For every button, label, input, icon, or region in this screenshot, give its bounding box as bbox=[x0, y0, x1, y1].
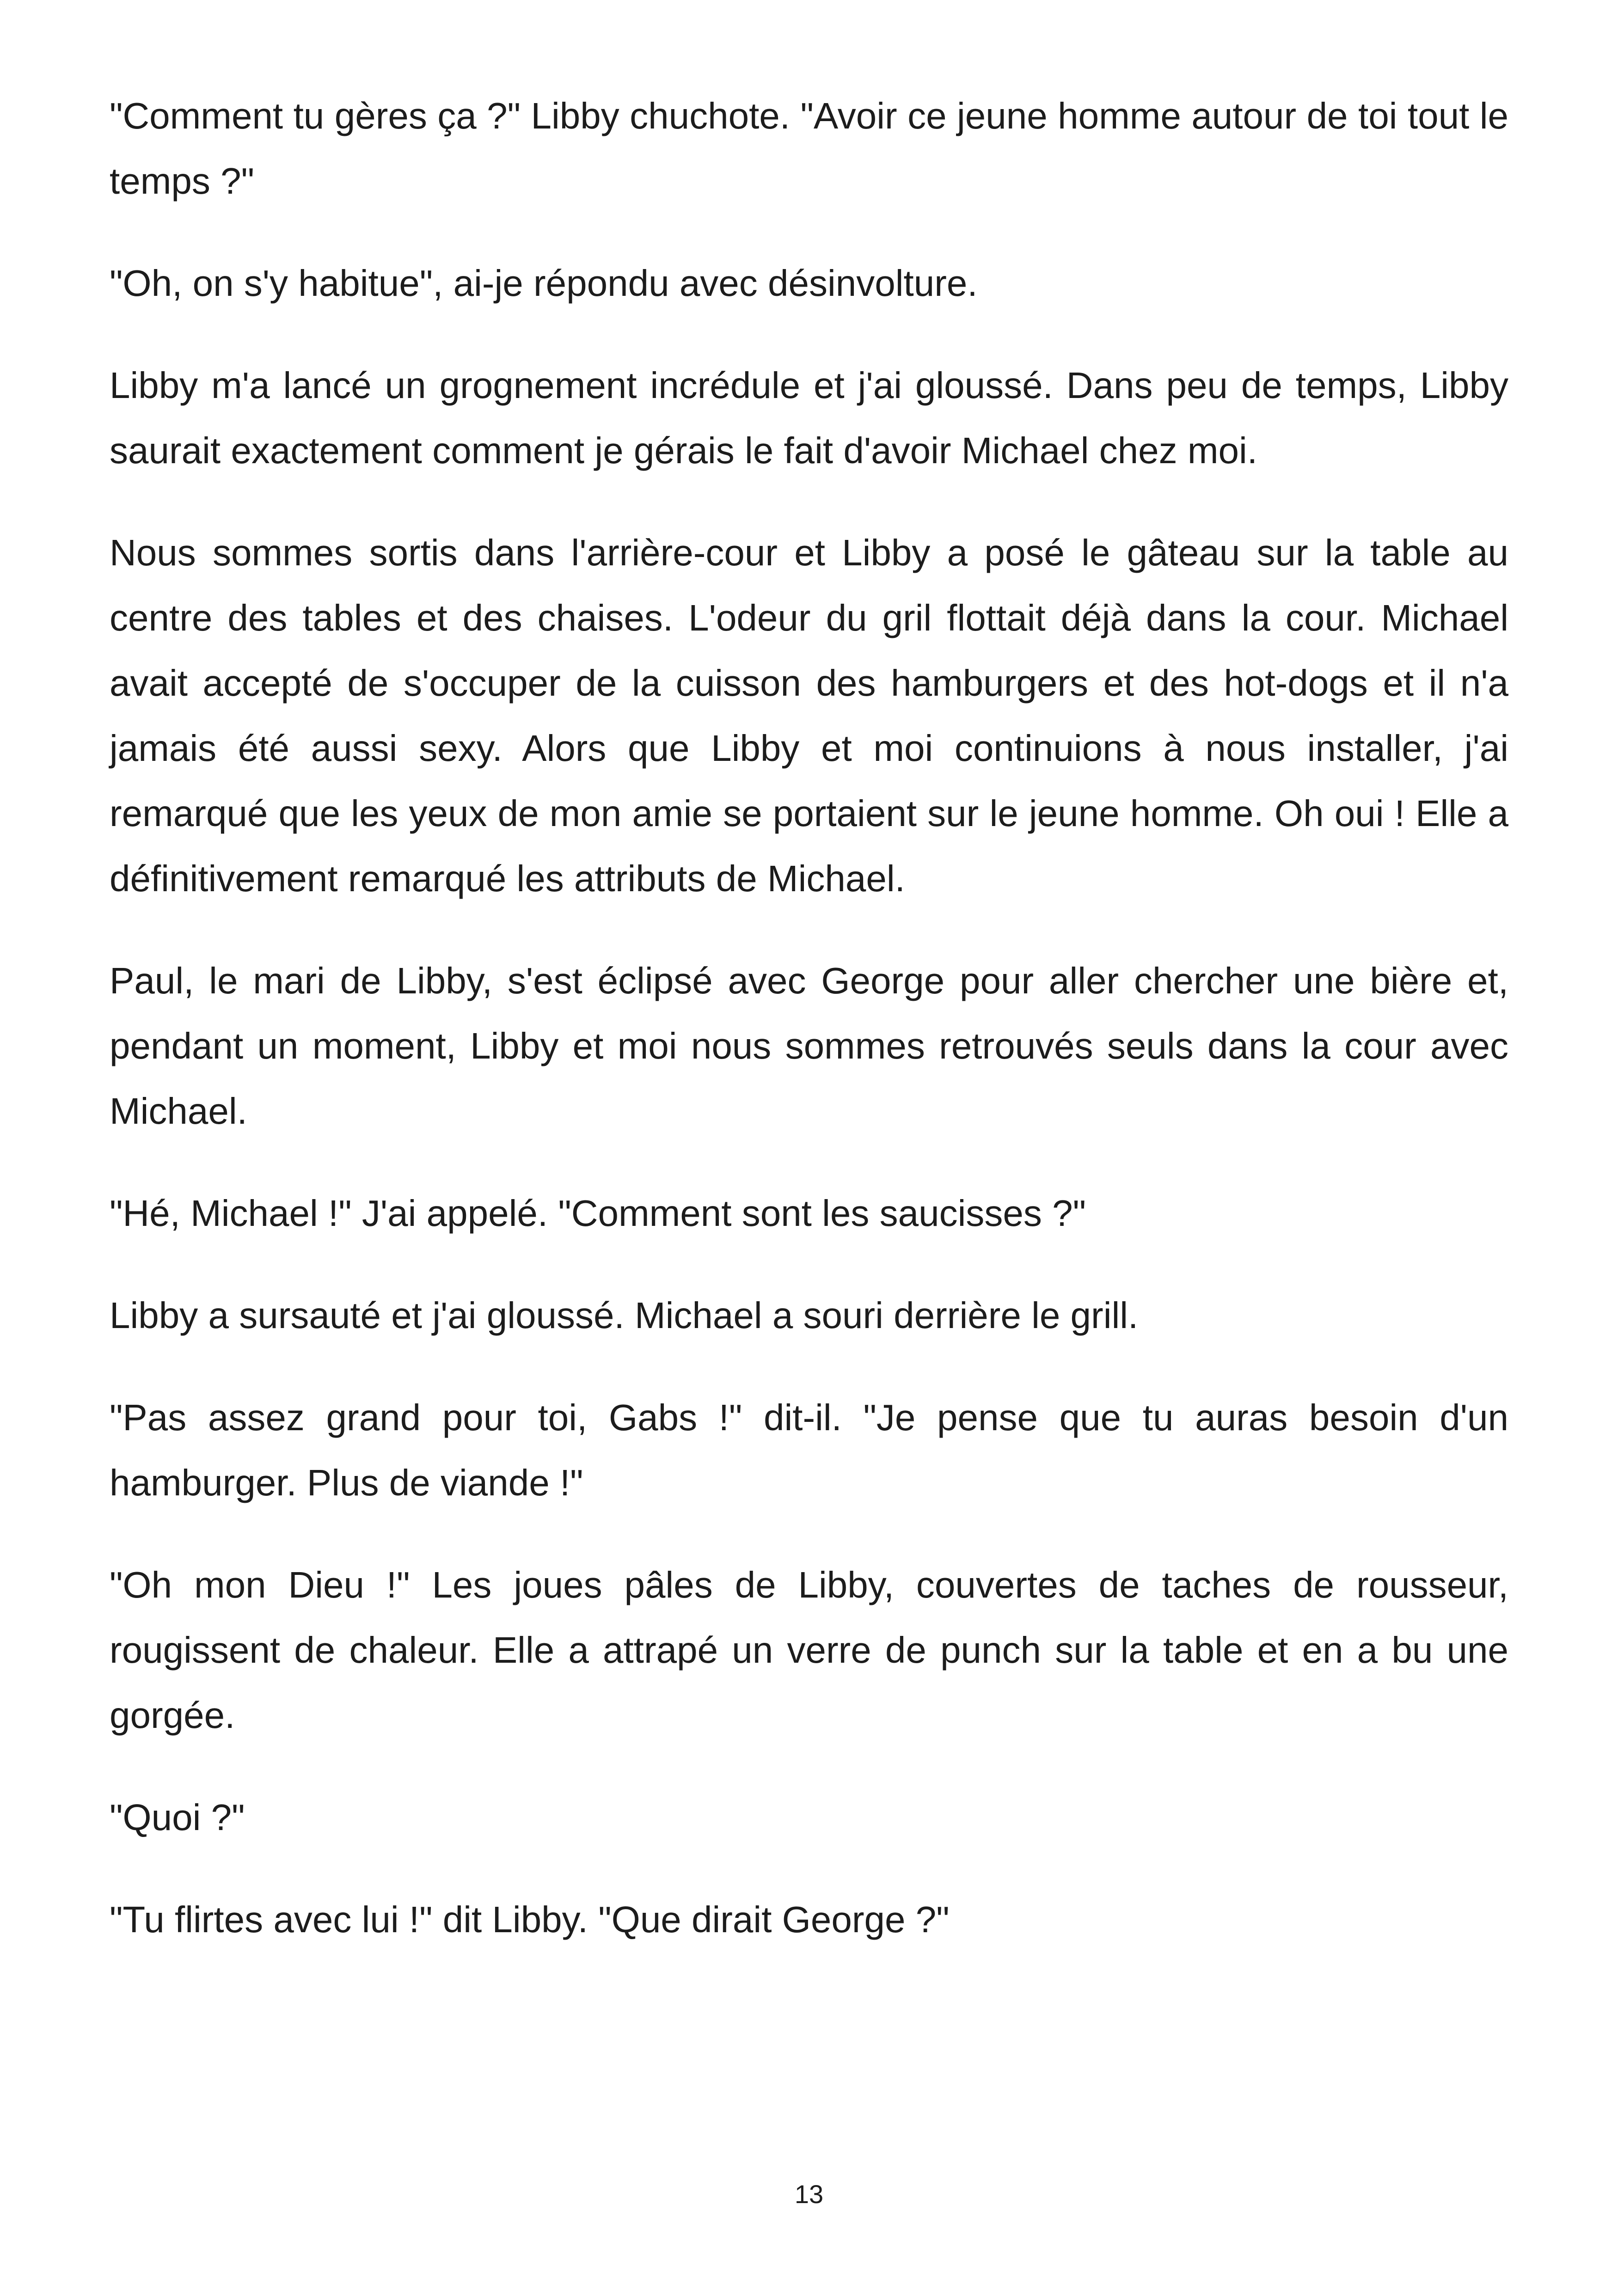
paragraph-9: "Oh mon Dieu !" Les joues pâles de Libby, couvertes de taches de rousseur, rougissent de chaleur. Elle a attrapé un verre de punch sur la table et en a bu une gorgée. bbox=[110, 1564, 1508, 1736]
paragraph-2: "Oh, on s'y habitue", ai-je répondu avec désinvolture. bbox=[110, 263, 978, 304]
paragraph-10: "Quoi ?" bbox=[110, 1797, 245, 1838]
paragraph-8: "Pas assez grand pour toi, Gabs !" dit-il. "Je pense que tu auras besoin d'un hamburger. Plus de viande !" bbox=[110, 1397, 1508, 1503]
paragraph-1: "Comment tu gères ça ?" Libby chuchote. "Avoir ce jeune homme autour de toi tout le temps ?" bbox=[110, 95, 1508, 202]
paragraph-6: "Hé, Michael !" J'ai appelé. "Comment sont les saucisses ?" bbox=[110, 1193, 1086, 1234]
paragraph-11: "Tu flirtes avec lui !" dit Libby. "Que dirait George ?" bbox=[110, 1899, 950, 1940]
paragraph-7: Libby a sursauté et j'ai gloussé. Michael a souri derrière le grill. bbox=[110, 1295, 1139, 1336]
paragraph-5: Paul, le mari de Libby, s'est éclipsé avec George pour aller chercher une bière et, pendant un moment, Libby et moi nous sommes retrouvés seuls dans la cour avec Michael. bbox=[110, 960, 1508, 1132]
paragraph-3: Libby m'a lancé un grognement incrédule et j'ai gloussé. Dans peu de temps, Libby saurait exactement comment je gérais le fait d'avoir Michael chez moi. bbox=[110, 365, 1508, 471]
paragraph-4: Nous sommes sortis dans l'arrière-cour et Libby a posé le gâteau sur la table au centre des tables et des chaises. L'odeur du gril flottait déjà dans la cour. Michael avait accepté de s'occuper de la cuisson des hamburgers et des hot-dogs et il n'a jamais été aussi sexy. Alors que Libby et moi continuions à nous installer, j'ai remarqué que les yeux de mon amie se portaient sur le jeune homme. Oh oui ! Elle a définitivement remarqué les attributs de Michael. bbox=[110, 532, 1508, 899]
document-page bbox=[110, 83, 1508, 1989]
page-number: 13 bbox=[794, 2180, 824, 2209]
